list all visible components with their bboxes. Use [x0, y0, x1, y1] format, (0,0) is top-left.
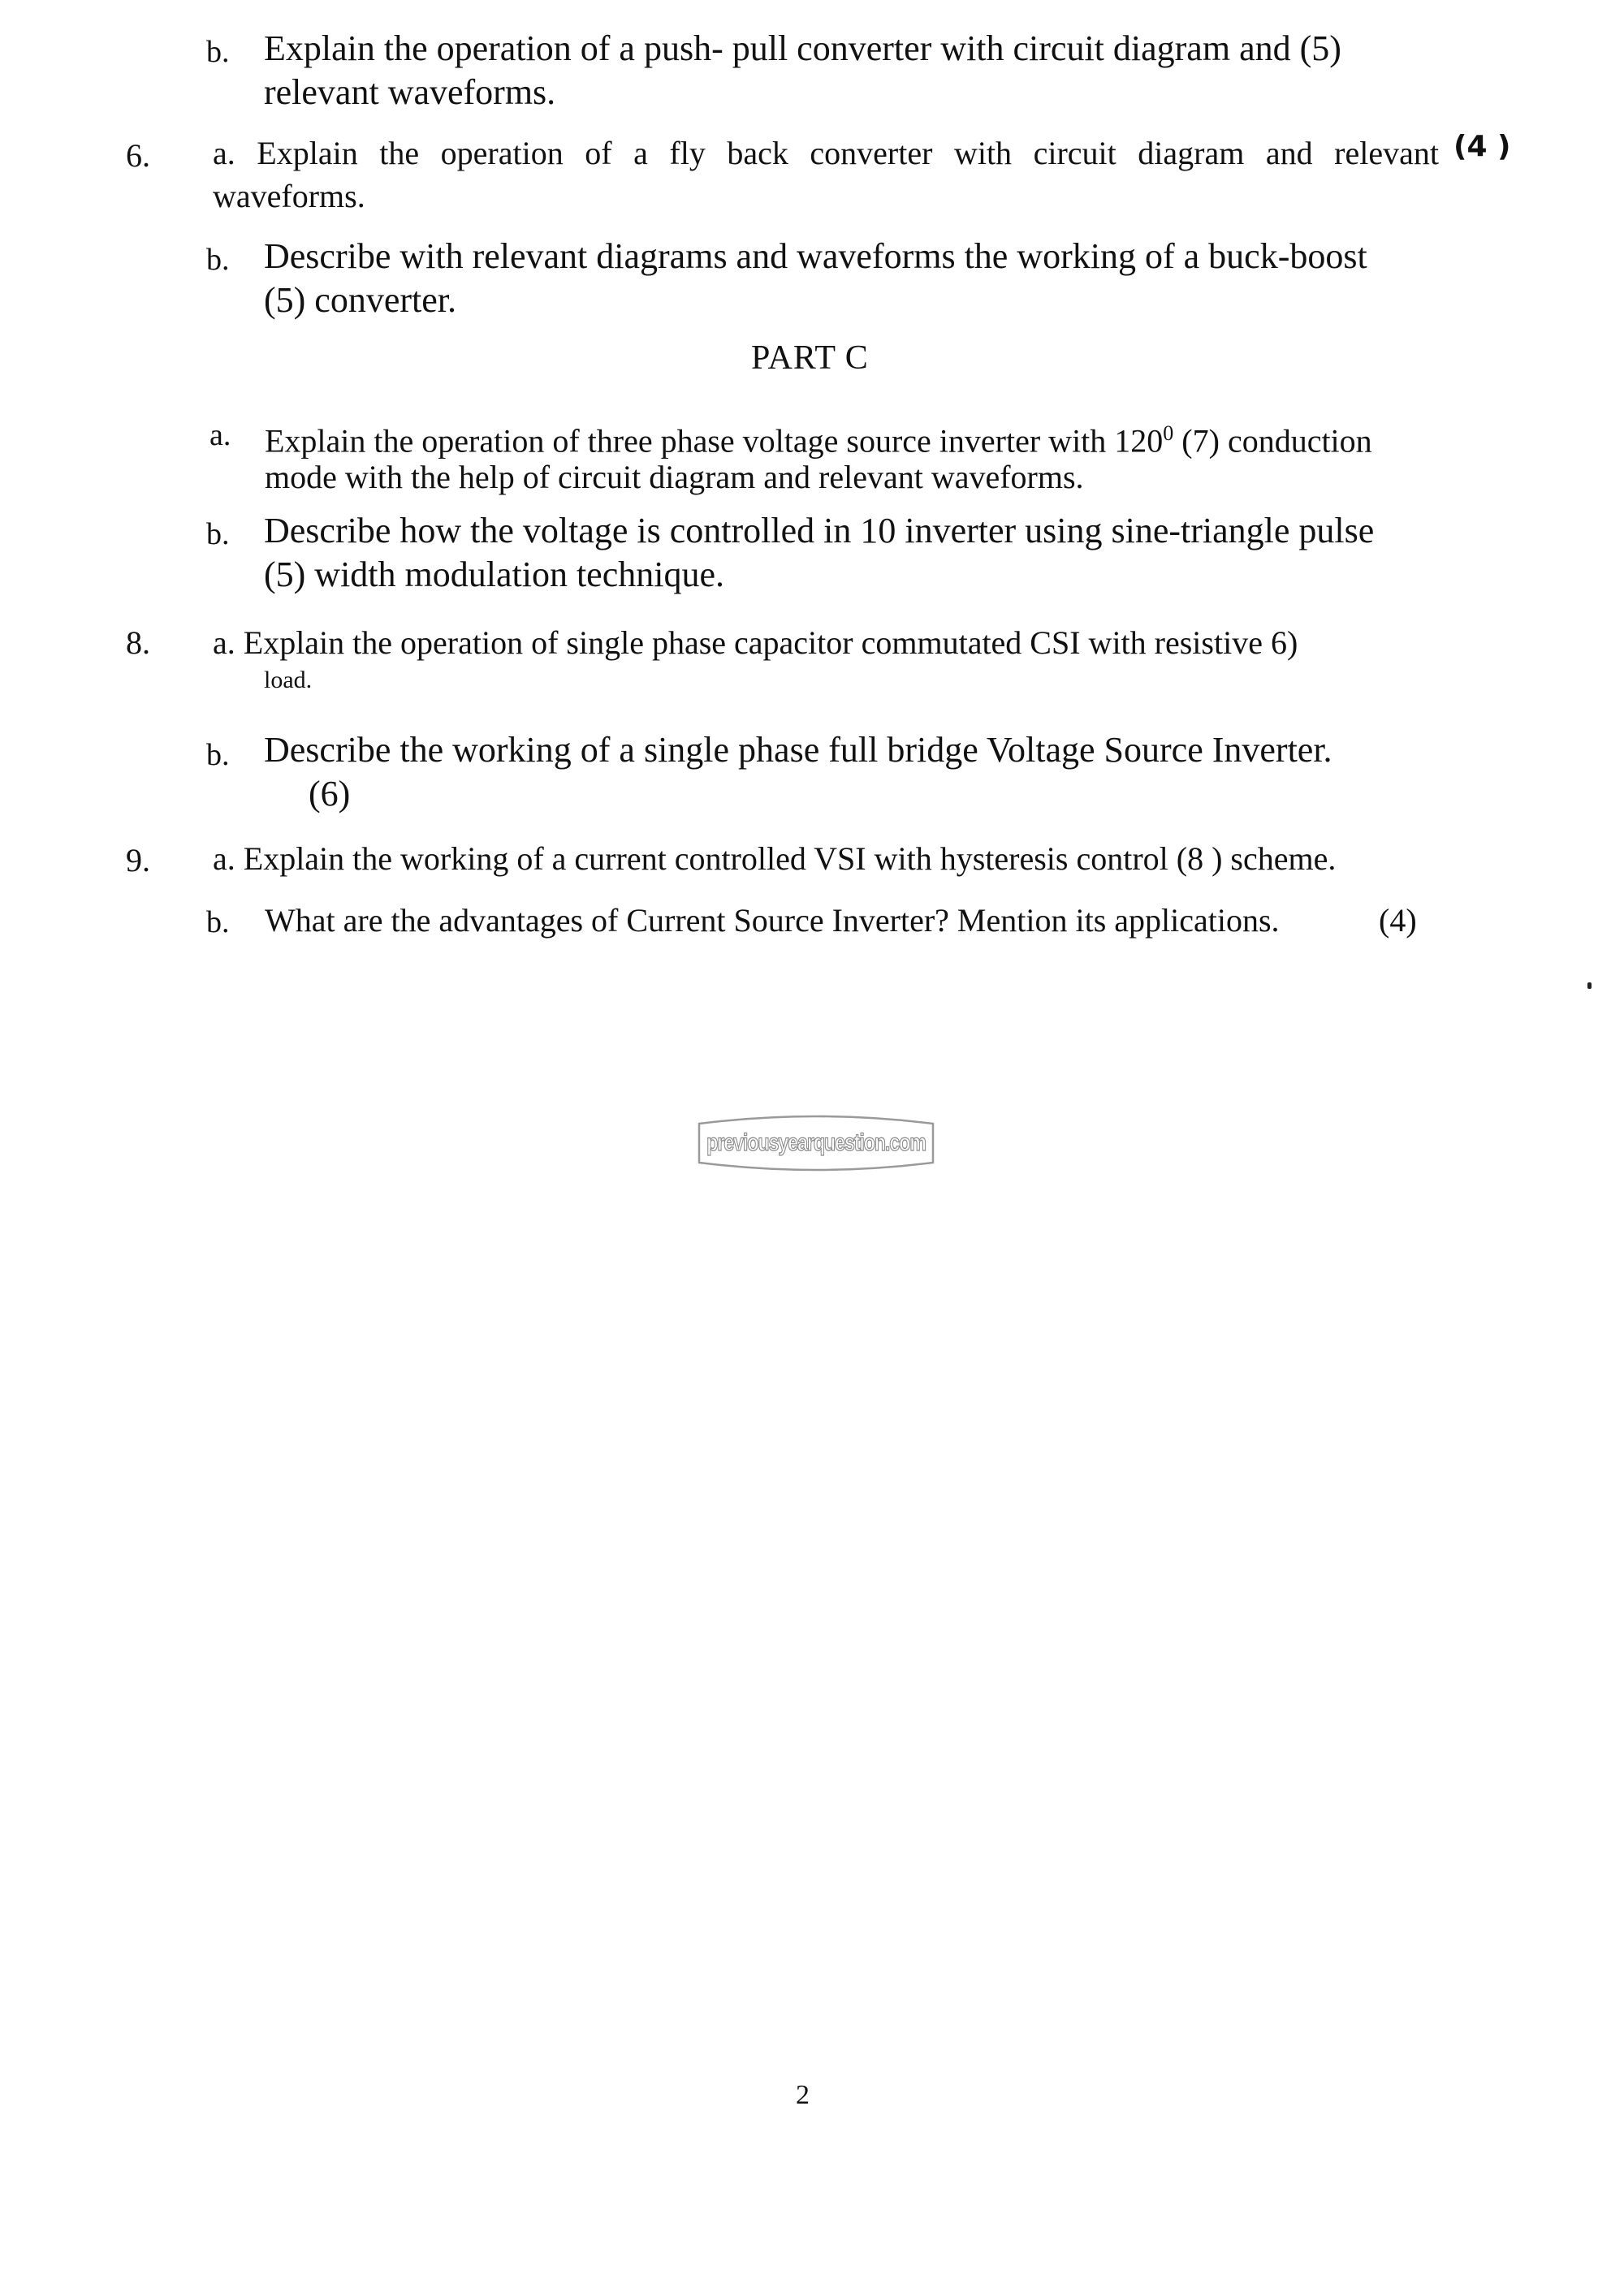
q7-b-line2: (5) width modulation technique. [264, 555, 724, 594]
q6-b-line1: Describe with relevant diagrams and waveforms the working of a buck-boost [264, 236, 1367, 276]
q7-a-line1-pre: Explain the operation of three phase voltage source inverter with 120 [265, 422, 1164, 460]
q8-b-line1: Describe the working of a single phase full bridge Voltage Source Inverter. [264, 730, 1332, 770]
q7-b-label: b. [206, 517, 230, 551]
q6-number: 6. [126, 137, 150, 174]
q8-a-line1: a. Explain the operation of single phase capacitor commutated CSI with resistive 6) [213, 624, 1298, 661]
q5-b-line2: relevant waveforms. [264, 72, 556, 112]
q7-a-line1-sup: 0 [1163, 421, 1174, 445]
q7-a-label: a. [209, 418, 231, 452]
watermark-text: previousyearquestion.com [706, 1129, 926, 1156]
q6-a-marks: (4 ) [1453, 130, 1511, 163]
q6-a-line1: a. Explain the operation of a fly back converter with circuit diagram and relevant [213, 135, 1439, 171]
q8-a-line2: load. [264, 667, 313, 693]
watermark-logo [694, 1111, 938, 1176]
q9-b-line1: What are the advantages of Current Source Inverter? Mention its applications. [265, 902, 1280, 939]
q5-b-line1: Explain the operation of a push- pull converter with circuit diagram and (5) [264, 28, 1341, 68]
q7-a-line2: mode with the help of circuit diagram and relevant waveforms. [265, 459, 1084, 495]
page-number: 2 [796, 2080, 810, 2110]
q7-a-line1 [265, 412, 1372, 462]
q7-b-line1: Describe how the voltage is controlled in 10 inverter using sine-triangle pulse [264, 511, 1375, 550]
q9-b-marks: (4) [1379, 902, 1417, 939]
q6-a-line2: waveforms. [213, 178, 365, 214]
q8-b-line2: (6) [309, 774, 351, 814]
q7-a-line1-post: (7) conduction [1173, 422, 1372, 460]
q6-b-label: b. [206, 243, 230, 277]
q9-a-line1: a. Explain the working of a current controlled VSI with hysteresis control (8 ) scheme. [213, 840, 1337, 877]
q8-b-label: b. [206, 738, 230, 772]
part-c-heading: PART C [751, 339, 869, 377]
q8-number: 8. [126, 624, 150, 661]
stray-dot-mark [1587, 982, 1592, 989]
q6-b-line2: (5) converter. [264, 280, 456, 320]
q9-b-label: b. [206, 905, 230, 939]
q9-number: 9. [126, 842, 150, 878]
q5-b-label: b. [206, 35, 230, 69]
